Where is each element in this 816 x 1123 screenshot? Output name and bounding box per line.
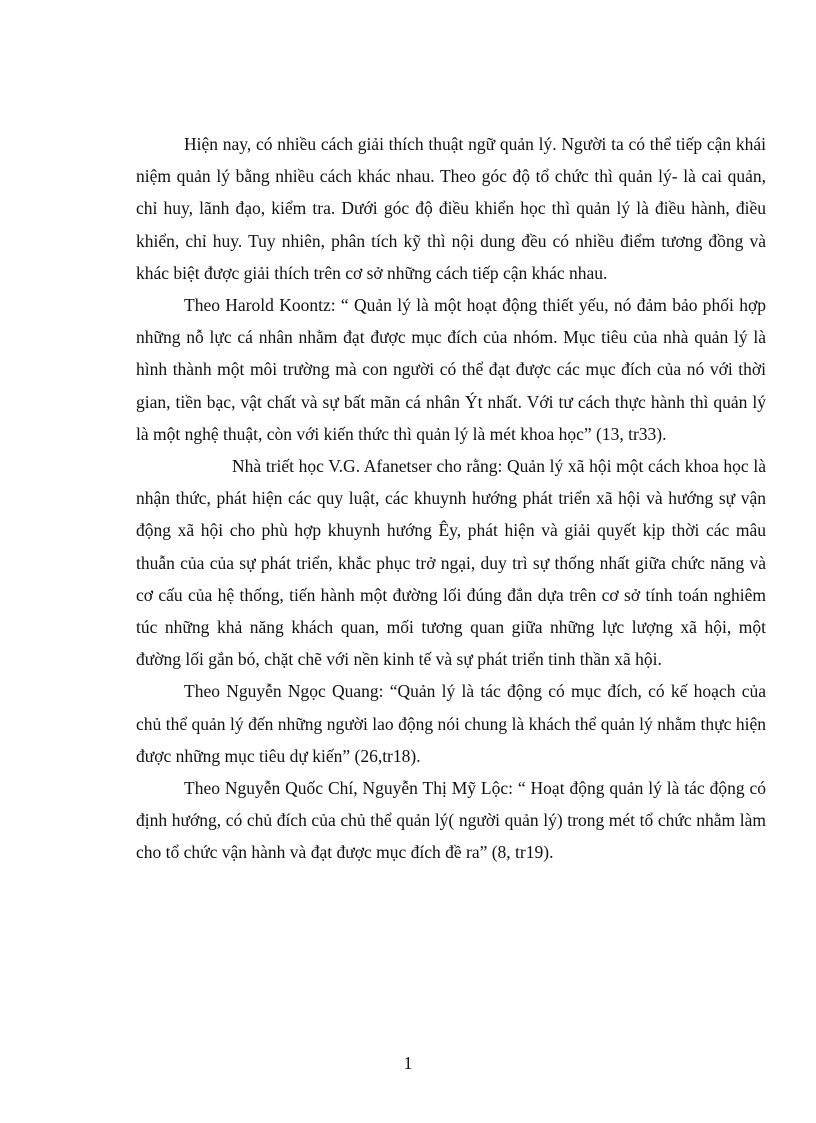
paragraph-nguyen-ngoc-quang: Theo Nguyễn Ngọc Quang: “Quản lý là tác động có mục đích, có kế hoạch của chủ thể quản lý đến những người lao động nói chung là khách thể quản lý nhằm thực hiện được những mục tiêu dự kiến” (26,tr18). [136, 681, 766, 766]
page-number: 1 [403, 1053, 413, 1073]
paragraph-afanetser: Nhà triết học V.G. Afanetser cho rằng: Quản lý xã hội một cách khoa học là nhận thức, phát hiện các quy luật, các khuynh hướng phát triển xã hội và hướng sự vận động xã hội cho phù hợp khuynh hướng Êy, phát hiện và giải quyết kịp thời các mâu thuẫn của của sự phát triển, khắc phục trở ngại, duy trì sự thống nhất giữa chức năng và cơ cấu của hệ thống, tiến hành một đường lối đúng đắn dựa trên cơ sở tính toán nghiêm túc những khả năng khách quan, mối tương quan giữa những lực lượng xã hội, một đường lối gắn bó, chặt chẽ với nền kinh tế và sự phát triển tinh thần xã hội. [136, 456, 766, 670]
page-body [136, 128, 766, 869]
paragraph-nguyen-quoc-chi: Theo Nguyễn Quốc Chí, Nguyễn Thị Mỹ Lộc: “ Hoạt động quản lý là tác động có định hướng, có chủ đích của chủ thể quản lý( người quản lý) trong mét tổ chức nhằm làm cho tổ chức vận hành và đạt được mục đích đề ra” (8, tr19). [136, 778, 766, 863]
paragraph-harold-koontz: Theo Harold Koontz: “ Quản lý là một hoạt động thiết yếu, nó đảm bảo phối hợp những nỗ lực cá nhân nhằm đạt được mục đích của nhóm. Mục tiêu của nhà quản lý là hình thành một môi trường mà con người có thể đạt được các mục đích của nó với thời gian, tiền bạc, vật chất và sự bất mãn cá nhân Ýt nhất. Với tư cách thực hành thì quản lý là một nghệ thuật, còn với kiến thức thì quản lý là mét khoa học” (13, tr33). [136, 295, 766, 444]
paragraph-management-definitions-intro: Hiện nay, có nhiều cách giải thích thuật ngữ quản lý. Người ta có thể tiếp cận khái niệm quản lý bằng nhiều cách khác nhau. Theo góc độ tổ chức thì quản lý- là cai quản, chỉ huy, lãnh đạo, kiểm tra. Dưới góc độ điều khiển học thì quản lý là điều hành, điều khiển, chỉ huy. Tuy nhiên, phân tích kỹ thì nội dung đều có nhiều điểm tương đồng và khác biệt được giải thích trên cơ sở những cách tiếp cận khác nhau. [136, 134, 766, 283]
